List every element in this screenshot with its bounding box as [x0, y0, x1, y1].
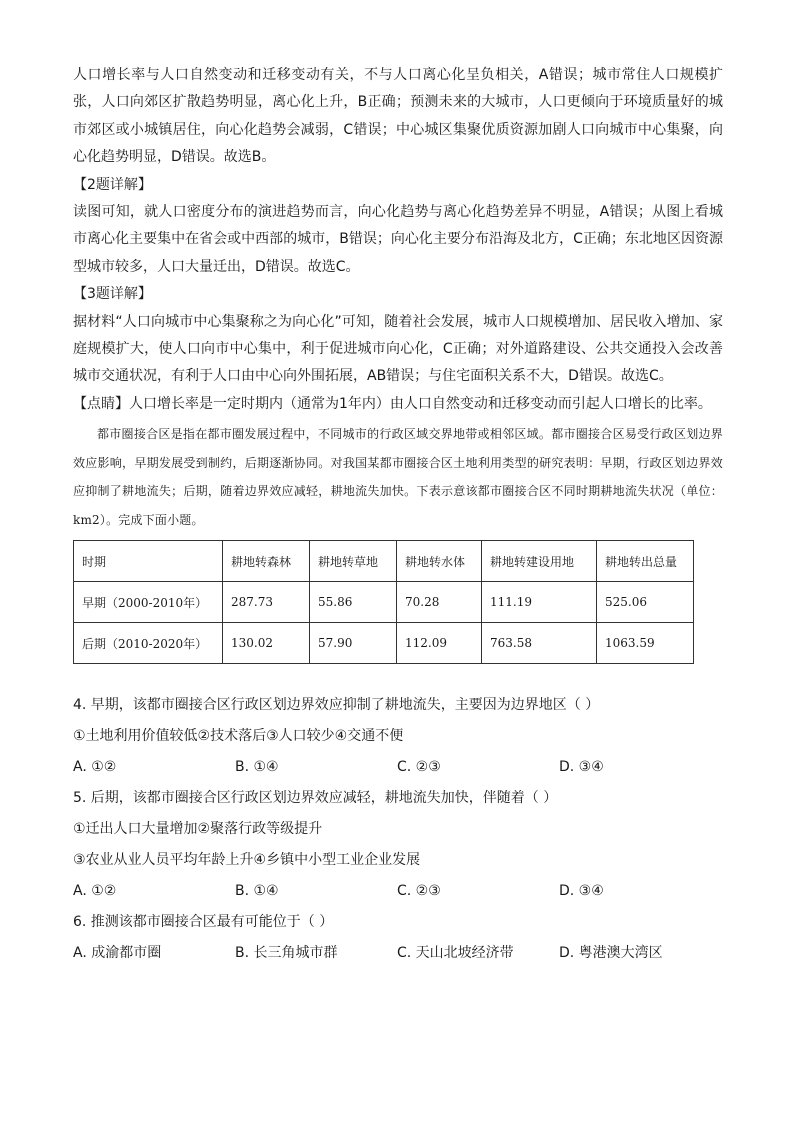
table-cell: 1063.59	[597, 623, 694, 664]
question-5-statements-line-2: ③农业从业人员平均年龄上升④乡镇中小型工业企业发展	[73, 852, 421, 869]
questions-section	[73, 690, 723, 969]
question-5-statements-line-1: ①迁出人口大量增加②聚落行政等级提升	[73, 821, 323, 838]
option-c[interactable]: C. ②③	[397, 883, 441, 900]
option-a[interactable]: A. ①②	[73, 759, 117, 776]
table-cell: 287.73	[223, 582, 310, 623]
question-4-options	[73, 752, 723, 783]
question-6-stem: 6. 推测该都市圈接合区最有可能位于（ ）	[73, 914, 334, 931]
option-b[interactable]: B. 长三角城市群	[235, 945, 338, 962]
option-d[interactable]: D. 粤港澳大湾区	[559, 945, 663, 962]
table-cell: 后期（2010-2020年）	[74, 623, 223, 664]
table-cell: 57.90	[310, 623, 397, 664]
option-b[interactable]: B. ①④	[235, 759, 279, 776]
table-cell: 55.86	[310, 582, 397, 623]
table-cell: 112.09	[397, 623, 482, 664]
material-text: 都市圈接合区是指在都市圈发展过程中，不同城市的行政区域交界地带或相邻区域。都市圈接合区易受行政区划边界效应影响，早期发展受到制约，后期逐渐协同。对我国某都市圈接合区土地利用类型的研究表明：早期，行政区划边界效应抑制了耕地流失；后期，随着边界效应减轻，耕地流失加快。下表示意该都市圈接合区不同时期耕地流失状况（单位：km2）。完成下面小题。	[73, 427, 723, 527]
table-header-cell: 耕地转建设用地	[482, 541, 597, 582]
question-6-options	[73, 938, 723, 969]
farmland-loss-table	[73, 540, 694, 664]
question-5-options	[73, 876, 723, 907]
table-cell: 130.02	[223, 623, 310, 664]
table-header-cell: 耕地转出总量	[597, 541, 694, 582]
table-header-row	[74, 541, 694, 582]
table-cell: 763.58	[482, 623, 597, 664]
table-header-cell: 耕地转水体	[397, 541, 482, 582]
table-cell: 70.28	[397, 582, 482, 623]
option-b[interactable]: B. ①④	[235, 883, 279, 900]
answer-paragraph-3: 据材料“人口向城市中心集聚称之为向心化”可知，随着社会发展，城市人口规模增加、居民收入增加、家庭规模扩大，使人口向市中心集中，利于促进城市向心化，C正确；对外道路建设、公共交通投入会改善城市交通状况，有利于人口由中心向外围拓展，AB错误；与住宅面积关系不大，D错误。故选C。	[73, 313, 723, 385]
table-cell: 525.06	[597, 582, 694, 623]
table-header-cell: 耕地转草地	[310, 541, 397, 582]
table-cell: 早期（2000-2010年）	[74, 582, 223, 623]
option-a[interactable]: A. 成渝都市圈	[73, 945, 162, 962]
table-header-cell: 时期	[74, 541, 223, 582]
answer-paragraph-1: 人口增长率与人口自然变动和迁移变动有关，不与人口离心化呈负相关，A错误；城市常住人口规模扩张，人口向郊区扩散趋势明显，离心化上升，B正确；预测未来的大城市，人口更倾向于环境质量好的城市郊区或小城镇居住，向心化趋势会减弱，C错误；中心城区集聚优质资源加剧人口向城市中心集聚，向心化趋势明显，D错误。故选B。	[73, 67, 723, 166]
heading-q2-explanation: 【2题详解】	[73, 176, 152, 193]
heading-q3-explanation: 【3题详解】	[73, 286, 152, 303]
option-d[interactable]: D. ③④	[559, 883, 604, 900]
option-d[interactable]: D. ③④	[559, 759, 604, 776]
question-4-stem: 4. 早期，该都市圈接合区行政区划边界效应抑制了耕地流失，主要因为边界地区（ ）	[73, 697, 600, 714]
table-row	[74, 623, 694, 664]
page-content	[73, 62, 723, 969]
question-4-statements: ①土地利用价值较低②技术落后③人口较少④交通不便	[73, 728, 404, 745]
answer-paragraph-2: 读图可知，就人口密度分布的演进趋势而言，向心化趋势与离心化趋势差异不明显，A错误；从图上看城市离心化主要集中在省会或中西部的城市，B错误；向心化主要分布沿海及北方，C正确；东北地区因资源型城市较多，人口大量迁出，D错误。故选C。	[73, 204, 723, 275]
question-5-stem: 5. 后期，该都市圈接合区行政区划边界效应减轻，耕地流失加快，伴随着（ ）	[73, 790, 558, 807]
option-c[interactable]: C. 天山北坡经济带	[397, 945, 514, 962]
table-header-cell: 耕地转森林	[223, 541, 310, 582]
option-c[interactable]: C. ②③	[397, 759, 441, 776]
tip-paragraph: 【点睛】人口增长率是一定时期内（通常为1年内）由人口自然变动和迁移变动而引起人口增长的比率。	[73, 395, 712, 412]
option-a[interactable]: A. ①②	[73, 883, 117, 900]
table-row	[74, 582, 694, 623]
table-cell: 111.19	[482, 582, 597, 623]
